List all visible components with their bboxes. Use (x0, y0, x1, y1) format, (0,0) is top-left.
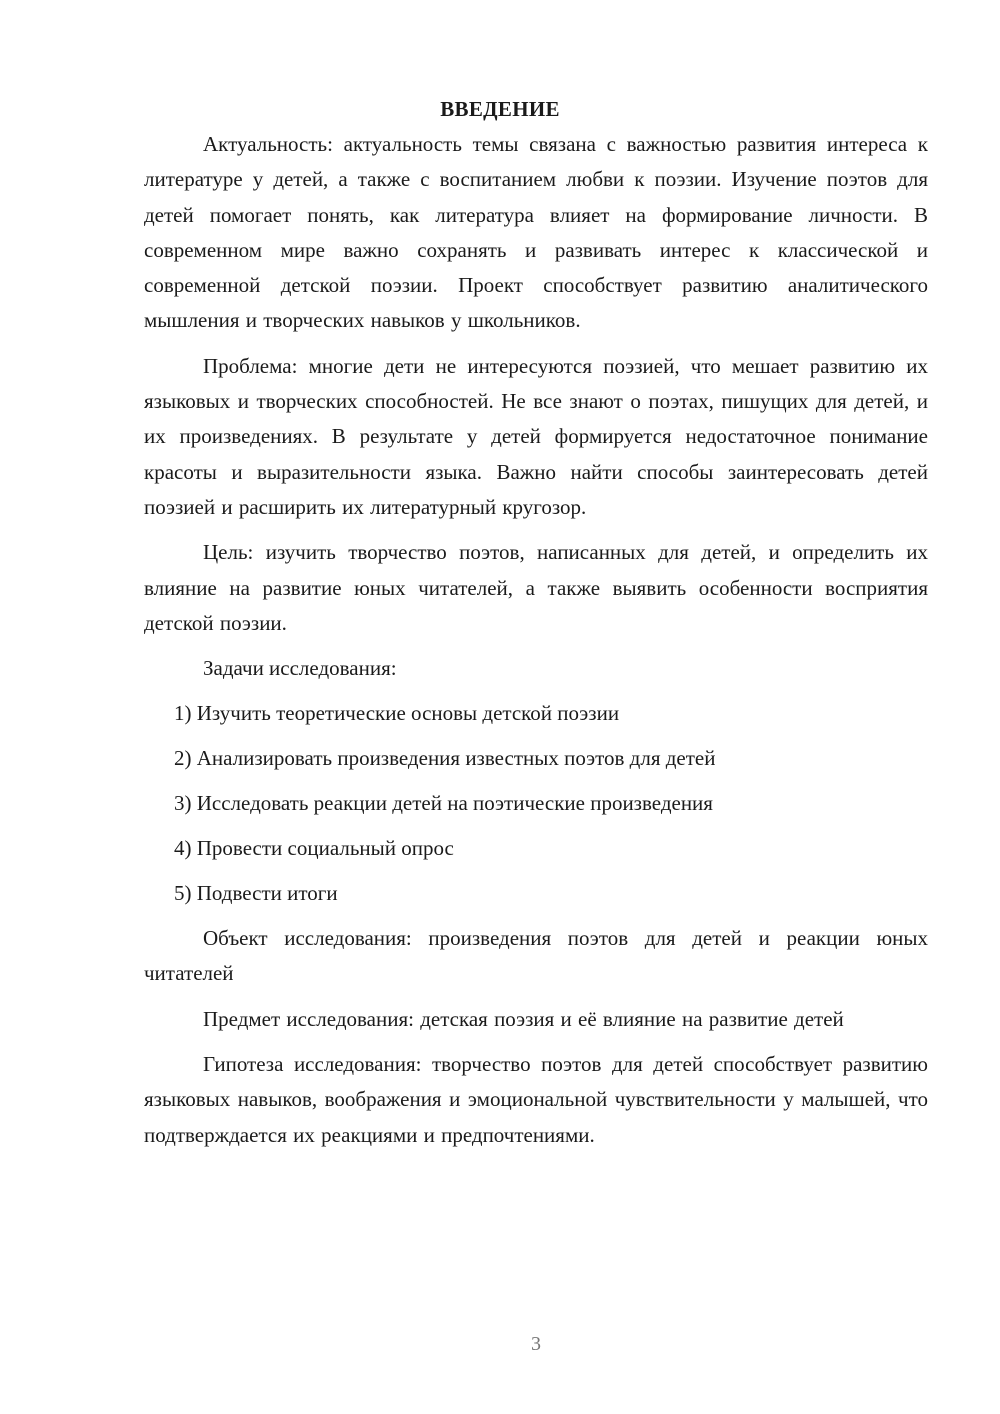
task-item: 1) Изучить теоретические основы детской поэзии (174, 701, 620, 726)
paragraph-problem: Проблема: многие дети не интересуются поэзией, что мешает развитию их языковых и творческих способностей. Не все знают о поэтах, пишущих для детей, и их произведениях. В результате у детей формируется недостаточное понимание красоты и выразительности языка. Важно найти способы заинтересовать детей поэзией и расширить их литературный кругозор. (144, 353, 928, 519)
tasks-heading: Задачи исследования: (203, 656, 397, 681)
task-item: 2) Анализировать произведения известных поэтов для детей (174, 746, 716, 771)
paragraph-hypothesis: Гипотеза исследования: творчество поэтов для детей способствует развитию языковых навыков, воображения и эмоциональной чувствительности у малышей, что подтверждается их реакциями и предпочтениями. (144, 1052, 928, 1147)
page-number: 3 (531, 1333, 541, 1355)
task-item: 3) Исследовать реакции детей на поэтические произведения (174, 791, 713, 816)
page-title: ВВЕДЕНИЕ (440, 97, 560, 121)
task-item: 4) Провести социальный опрос (174, 836, 454, 861)
paragraph-subject: Предмет исследования: детская поэзия и её влияние на развитие детей (203, 1006, 844, 1031)
paragraph-goal: Цель: изучить творчество поэтов, написанных для детей, и определить их влияние на развитие юных читателей, а также выявить особенности восприятия детской поэзии. (144, 540, 928, 635)
task-item: 5) Подвести итоги (174, 881, 338, 906)
paragraph-relevance: Актуальность: актуальность темы связана с важностью развития интереса к литературе у детей, а также с воспитанием любви к поэзии. Изучение поэтов для детей помогает понять, как литература влияет на формирование личности. В современном мире важно сохранять и развивать интерес к классической и современной детской поэзии. Проект способствует развитию аналитического мышления и творческих навыков у школьников. (144, 132, 928, 333)
paragraph-object: Объект исследования: произведения поэтов для детей и реакции юных читателей (144, 926, 928, 986)
document-page (144, 92, 928, 1163)
